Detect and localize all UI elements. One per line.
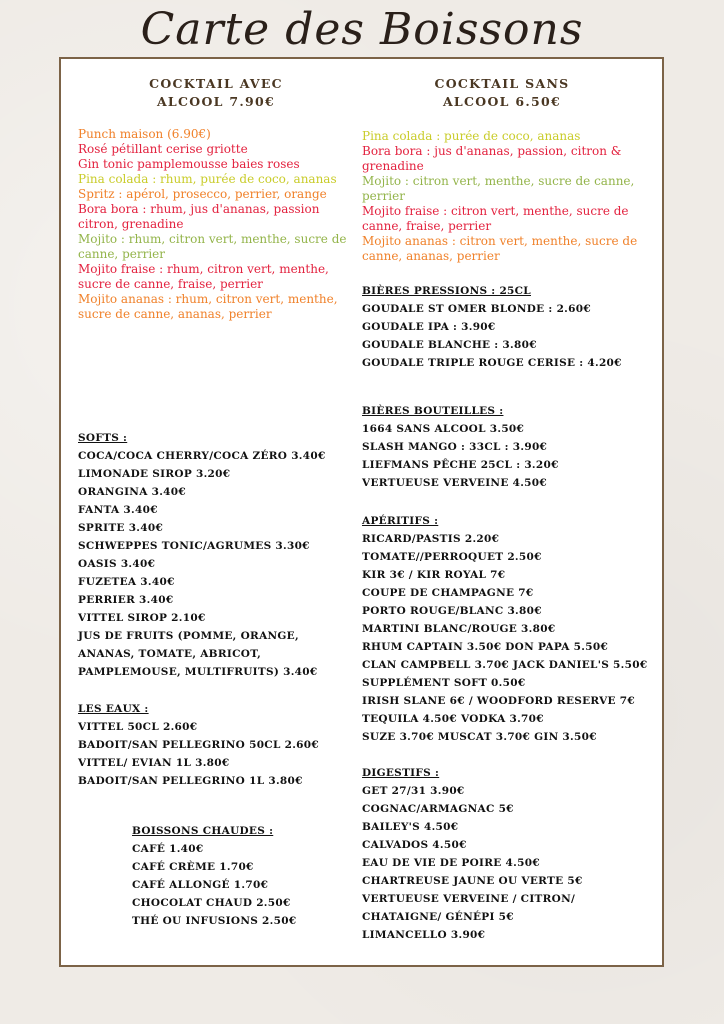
menu-item: CAFÉ CRÈME 1.70€ xyxy=(132,861,254,873)
header-line: ALCOOL 6.50€ xyxy=(442,94,562,109)
softs-section xyxy=(78,429,354,681)
menu-item: BADOIT/SAN PELLEGRINO 1L 3.80€ xyxy=(78,775,303,787)
menu-item: 1664 SANS ALCOOL 3.50€ xyxy=(362,423,525,435)
cocktail-item: Mojito : rhum, citron vert, menthe, sucre de canne, perrier xyxy=(78,232,347,261)
cocktail-item: Mojito fraise : rhum, citron vert, menthe, sucre de canne, fraise, perrier xyxy=(78,262,329,291)
eaux-title: LES EAUX : xyxy=(78,703,149,715)
menu-item: CHOCOLAT CHAUD 2.50€ xyxy=(132,897,291,909)
cocktail-item: Rosé pétillant cerise griotte xyxy=(78,142,248,156)
menu-item: CHATAIGNE/ GÉNÉPI 5€ xyxy=(362,911,514,923)
boissons-chaudes-list xyxy=(132,840,354,930)
menu-item: GOUDALE BLANCHE : 3.80€ xyxy=(362,339,537,351)
bieres-bouteilles-title: BIÈRES BOUTEILLES : xyxy=(362,405,504,417)
menu-item: VERTUEUSE VERVEINE / CITRON/ xyxy=(362,893,576,905)
menu-item: FUZETEA 3.40€ xyxy=(78,576,175,588)
menu-item: SUZE 3.70€ MUSCAT 3.70€ GIN 3.50€ xyxy=(362,731,597,743)
digestifs-title: DIGESTIFS : xyxy=(362,767,440,779)
menu-item: BAILEY'S 4.50€ xyxy=(362,821,459,833)
digestifs-section xyxy=(362,764,662,944)
menu-item: GET 27/31 3.90€ xyxy=(362,785,465,797)
softs-title: SOFTS : xyxy=(78,432,128,444)
aperitifs-section xyxy=(362,512,662,746)
menu-item: SUPPLÉMENT SOFT 0.50€ xyxy=(362,677,526,689)
menu-item: COCA/COCA CHERRY/COCA ZÉRO 3.40€ xyxy=(78,450,326,462)
menu-item: GOUDALE IPA : 3.90€ xyxy=(362,321,496,333)
menu-item: CHARTREUSE JAUNE OU VERTE 5€ xyxy=(362,875,583,887)
bieres-bouteilles-list xyxy=(362,420,662,492)
cocktail-item: Mojito : citron vert, menthe, sucre de canne, perrier xyxy=(362,174,635,203)
menu-item: IRISH SLANE 6€ / WOODFORD RESERVE 7€ xyxy=(362,695,635,707)
menu-item: PERRIER 3.40€ xyxy=(78,594,174,606)
digestifs-list xyxy=(362,782,662,944)
boissons-chaudes-section xyxy=(132,822,354,930)
menu-item: LIEFMANS PÊCHE 25CL : 3.20€ xyxy=(362,459,559,471)
menu-item: TOMATE//PERROQUET 2.50€ xyxy=(362,551,542,563)
bieres-pressions-list xyxy=(362,300,662,372)
eaux-section xyxy=(78,700,354,790)
cocktail-sans-alcool-header xyxy=(362,75,642,111)
header-line: COCKTAIL AVEC xyxy=(149,76,283,91)
cocktail-item: Spritz : apérol, prosecco, perrier, orange xyxy=(78,187,327,201)
menu-item: VERTUEUSE VERVEINE 4.50€ xyxy=(362,477,547,489)
cocktail-item: Gin tonic pamplemousse baies roses xyxy=(78,157,300,171)
menu-item: SCHWEPPES TONIC/AGRUMES 3.30€ xyxy=(78,540,310,552)
menu-item: KIR 3€ / KIR ROYAL 7€ xyxy=(362,569,506,581)
menu-item: COGNAC/ARMAGNAC 5€ xyxy=(362,803,514,815)
menu-item: RICARD/PASTIS 2.20€ xyxy=(362,533,500,545)
cocktail-item: Mojito ananas : rhum, citron vert, menthe, sucre de canne, ananas, perrier xyxy=(78,292,338,321)
menu-item: BADOIT/SAN PELLEGRINO 50CL 2.60€ xyxy=(78,739,319,751)
menu-item: PORTO ROUGE/BLANC 3.80€ xyxy=(362,605,542,617)
menu-item: FANTA 3.40€ xyxy=(78,504,158,516)
cocktail-avec-alcool-header xyxy=(78,75,354,111)
softs-list xyxy=(78,447,354,681)
bieres-bouteilles-section xyxy=(362,402,662,492)
menu-item: LIMANCELLO 3.90€ xyxy=(362,929,486,941)
menu-item: COUPE DE CHAMPAGNE 7€ xyxy=(362,587,534,599)
menu-item: VITTEL/ EVIAN 1L 3.80€ xyxy=(78,757,230,769)
cocktail-item: Pina colada : purée de coco, ananas xyxy=(362,129,581,143)
header-line: ALCOOL 7.90€ xyxy=(156,94,276,109)
bieres-pressions-title: BIÈRES PRESSIONS : 25CL xyxy=(362,285,531,297)
menu-item: EAU DE VIE DE POIRE 4.50€ xyxy=(362,857,540,869)
menu-item: OASIS 3.40€ xyxy=(78,558,156,570)
menu-title: Carte des Boissons xyxy=(140,4,584,55)
menu-item: SPRITE 3.40€ xyxy=(78,522,164,534)
menu-item: CLAN CAMPBELL 3.70€ JACK DANIEL'S 5.50€ xyxy=(362,659,648,671)
menu-item: MARTINI BLANC/ROUGE 3.80€ xyxy=(362,623,556,635)
header-line: COCKTAIL SANS xyxy=(434,76,570,91)
cocktail-item: Mojito ananas : citron vert, menthe, sucre de canne, ananas, perrier xyxy=(362,234,638,263)
cocktail-item: Mojito fraise : citron vert, menthe, sucre de canne, fraise, perrier xyxy=(362,204,629,233)
menu-item: VITTEL 50CL 2.60€ xyxy=(78,721,198,733)
menu-item: JUS DE FRUITS (POMME, ORANGE, ANANAS, TOMATE, ABRICOT, PAMPLEMOUSE, MULTIFRUITS) 3.40€ xyxy=(78,630,318,678)
menu-item: RHUM CAPTAIN 3.50€ DON PAPA 5.50€ xyxy=(362,641,609,653)
cocktail-item: Bora bora : jus d'ananas, passion, citron & grenadine xyxy=(362,144,622,173)
bieres-pressions-section xyxy=(362,282,662,372)
cocktail-item: Bora bora : rhum, jus d'ananas, passion citron, grenadine xyxy=(78,202,320,231)
menu-item: LIMONADE SIROP 3.20€ xyxy=(78,468,231,480)
cocktail-item: Punch maison (6.90€) xyxy=(78,127,211,141)
aperitifs-list xyxy=(362,530,662,746)
menu-item: GOUDALE TRIPLE ROUGE CERISE : 4.20€ xyxy=(362,357,622,369)
cocktail-item: Pina colada : rhum, purée de coco, ananas xyxy=(78,172,337,186)
menu-item: THÉ OU INFUSIONS 2.50€ xyxy=(132,915,297,927)
cocktails-avec-alcool-list xyxy=(78,127,354,322)
menu-item: ORANGINA 3.40€ xyxy=(78,486,186,498)
eaux-list xyxy=(78,718,354,790)
menu-item: TEQUILA 4.50€ VODKA 3.70€ xyxy=(362,713,544,725)
menu-item: CAFÉ 1.40€ xyxy=(132,843,204,855)
aperitifs-title: APÉRITIFS : xyxy=(362,515,439,527)
menu-item: CALVADOS 4.50€ xyxy=(362,839,467,851)
cocktails-sans-alcool-list xyxy=(362,129,646,264)
menu-item: CAFÉ ALLONGÉ 1.70€ xyxy=(132,879,269,891)
menu-item: SLASH MANGO : 33CL : 3.90€ xyxy=(362,441,548,453)
menu-frame xyxy=(59,57,664,967)
menu-item: VITTEL SIROP 2.10€ xyxy=(78,612,206,624)
menu-item: GOUDALE ST OMER BLONDE : 2.60€ xyxy=(362,303,591,315)
boissons-chaudes-title: BOISSONS CHAUDES : xyxy=(132,825,274,837)
